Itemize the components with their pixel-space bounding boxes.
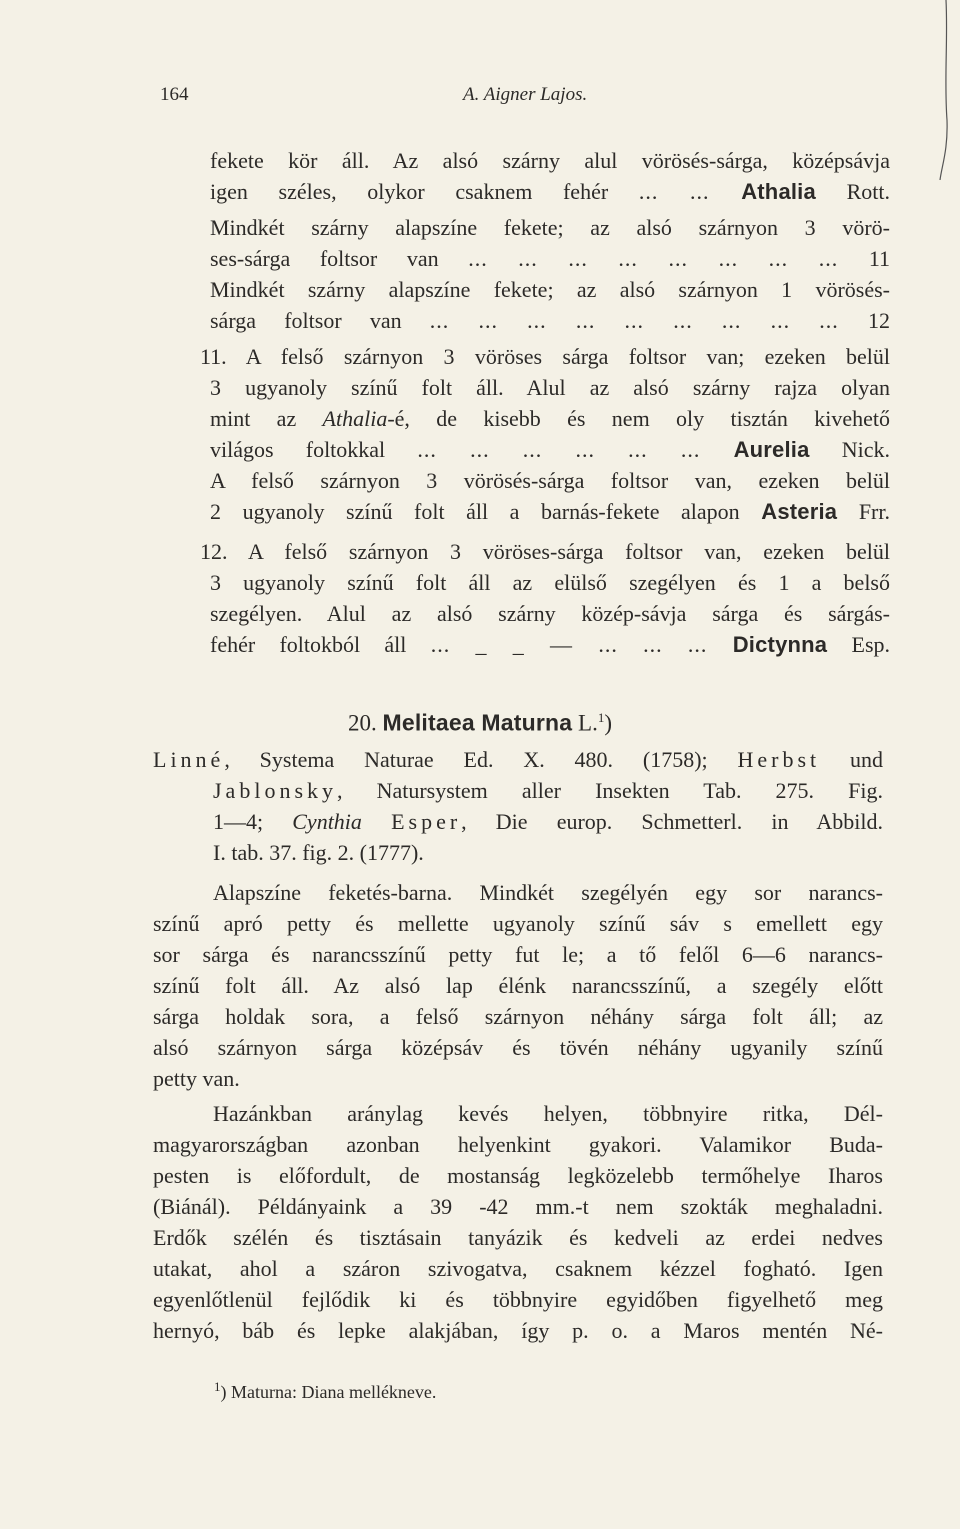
text-run: A felső szárnyon 3 vörösés-sárga foltsor van, ezeken belül [210,468,890,493]
text-run: Nick. [809,437,891,462]
key-line [210,435,890,465]
distribution-line [153,1254,883,1284]
reference-line [213,838,883,868]
text-run: -é, de kisebb és nem oly tisztán kivehető [387,406,890,431]
text-run: Erdők szélén és tisztásain tanyázik és kedveli az erdei nedves [153,1225,883,1250]
description-line [213,878,883,908]
text-run: igen széles, olykor csaknem fehér [210,179,639,204]
text-run: Rott. [815,179,891,204]
description-line [153,971,883,1001]
text-run: 12. A felső szárnyon 3 vöröses-sárga foltsor van, ezeken belül [200,539,890,564]
author-name: Linné [153,747,225,772]
text-run: magyarországban azonban helyenkint gyakori. Valamikor Buda- [153,1132,883,1157]
footnote [214,1374,436,1405]
distribution-line [153,1130,883,1160]
distribution-line [153,1192,883,1222]
species-heading [0,702,960,740]
author-name: Esper [391,809,462,834]
key-line [200,342,890,372]
text-run: 2 ugyanoly színű folt áll a barnás-fekete alapon [210,499,762,524]
text-run: hernyó, báb és lepke alakjában, így p. o. a Maros mentén Né- [153,1318,883,1343]
text-run: színű folt áll. Az alsó lap élénk narancsszínű, a szegély előtt [153,973,883,998]
distribution-line [153,1161,883,1191]
text-run: fehér foltokból áll [210,632,431,657]
key-line [210,306,890,336]
text-run: und [820,747,883,772]
key-line [210,404,890,434]
text-run: 11. A felső szárnyon 3 vöröses sárga foltsor van; ezeken belül [200,344,890,369]
key-line [210,599,890,629]
dot-leaders: ... ... ... ... ... ... ... ... [468,246,869,271]
key-line [210,568,890,598]
key-line [210,244,890,274]
description-line [153,1064,883,1094]
key-line [210,373,890,403]
dot-leaders: ... ... ... ... ... ... [417,437,734,462]
text-run: petty van. [153,1066,240,1091]
dot-leaders: ... ... ... ... ... ... ... ... ... [429,308,868,333]
species-name: Melitaea Maturna [382,709,573,736]
italic-name: Cynthia [292,809,362,834]
footnote-text: ) Maturna: Diana mellékneve. [220,1382,437,1402]
text-run: színű apró petty és mellette ugyanoly színű sáv s emellett egy [153,911,883,936]
taxon-name: Aurelia [733,437,810,462]
key-line [210,275,890,305]
text-run: alsó szárnyon sárga középsáv és tövén néhány ugyanily színű [153,1035,883,1060]
text-run: Alapszíne feketés-barna. Mindkét szegélyén egy sor narancs- [213,880,883,905]
reference-line [213,807,883,837]
text-run: 1—4; [213,809,293,834]
taxon-name: Athalia [741,179,816,204]
taxon-name: Asteria [761,499,838,524]
taxon-name: Dictynna [732,632,828,657]
text-run: , Systema Naturae Ed. X. 480. (1758); [224,747,738,772]
author-name: Herbst [737,747,821,772]
text-run: ses-sárga foltsor van [210,246,469,271]
species-author: L. [572,710,598,736]
text-run: Hazánkban aránylag kevés helyen, többnyire ritka, Dél- [213,1101,883,1126]
key-line [210,177,890,207]
description-line [153,940,883,970]
text-run: mint az [210,406,323,431]
text-run: I. tab. 37. fig. 2. (1777). [213,840,424,865]
key-line [200,537,890,567]
key-line [210,146,890,176]
distribution-line [153,1223,883,1253]
text-run: pesten is előfordult, de mostanság legközelebb termőhelye Iharos [153,1163,883,1188]
text-run: 3 ugyanoly színű folt áll az elülső szegélyen és 1 a belső [210,570,890,595]
text-run: fekete kör áll. Az alsó szárny alul vörösés-sárga, középsávja [210,148,890,173]
text-run: sárga holdak sora, a felső szárnyon néhány sárga folt áll; az [153,1004,883,1029]
dot-leaders: ... ... [638,179,742,204]
page-header [160,84,900,114]
running-head: A. Aigner Lajos. [463,84,588,105]
text-run: világos foltokkal [210,437,418,462]
reference-line [153,745,883,775]
distribution-line [153,1316,883,1346]
dot-leaders: ... _ _ — ... ... ... [430,632,733,657]
distribution-line [153,1285,883,1315]
text-run: 3 ugyanoly színű folt áll. Alul az alsó szárny rajza olyan [210,375,890,400]
text-run: , Natursystem aller Insekten Tab. 275. Fig. [337,778,883,803]
text-run: (Biánál). Példányaink a 39 -42 mm.-t nem szokták meghaladni. [153,1194,883,1219]
text-run [362,809,391,834]
text-run: utakat, ahol a száron szivogatva, csaknem kézzel fogható. Igen [153,1256,883,1281]
text-run: sárga foltsor van [210,308,430,333]
text-run: szegélyen. Alul az alsó szárny közép-sávja sárga és sárgás- [210,601,890,626]
key-line [210,630,890,660]
italic-name: Athalia [322,406,388,431]
text-run: Mindkét szárny alapszíne fekete; az alsó szárnyon 3 vörö- [210,215,890,240]
footnote-mark: 1 [597,710,605,725]
text-run: 12 [868,308,890,333]
text-run: egyenlőtlenül fejlődik ki és többnyire egyidőben figyelhető meg [153,1287,883,1312]
heading-paren: ) [604,710,613,736]
description-line [153,909,883,939]
footnote-number: 1 [214,1379,221,1394]
distribution-line [213,1099,883,1129]
text-run: , Die europ. Schmetterl. in Abbild. [461,809,883,834]
text-run: Mindkét szárny alapszíne fekete; az alsó szárnyon 1 vörösés- [210,277,890,302]
text-run: 11 [868,246,891,271]
key-line [210,497,890,527]
description-line [153,1033,883,1063]
species-number: 20. [347,710,383,736]
reference-line [213,776,883,806]
key-line [210,213,890,243]
page-number: 164 [160,84,189,105]
description-line [153,1002,883,1032]
text-run: Esp. [827,632,891,657]
text-run: sor sárga és narancsszínű petty fut le; a tő felől 6—6 narancs- [153,942,883,967]
key-line [210,466,890,496]
scan-edge-mark [938,0,960,180]
author-name: Jablonsky [213,778,337,803]
text-run: Frr. [837,499,890,524]
